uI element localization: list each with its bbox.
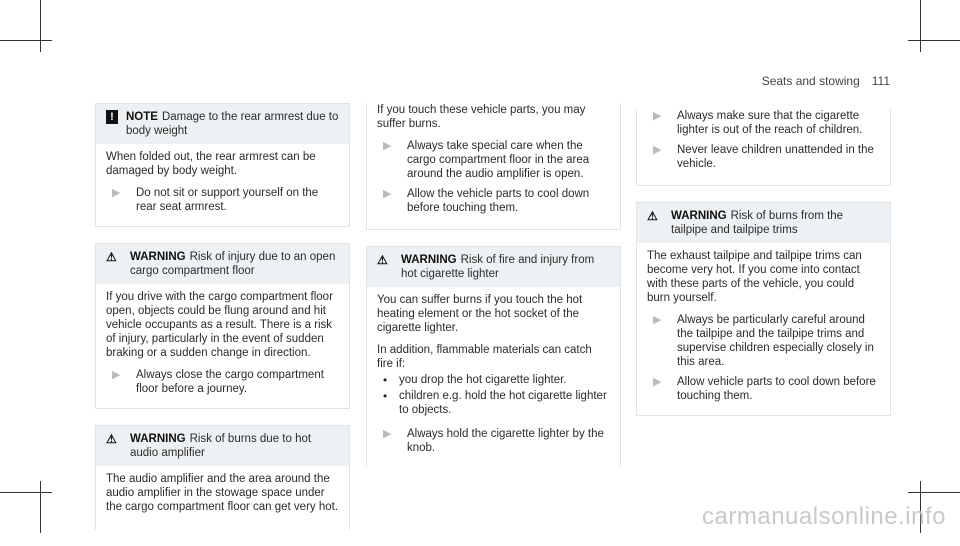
arrow-icon: ▶ [383,140,392,152]
arrow-icon: ▶ [383,188,392,200]
warning-instruction: Always be particularly careful around the tailpipe and the tailpipe trims and supervise children especially closely in this area. [677,314,874,368]
note-instruction: Do not sit or support yourself on the rear seat armrest. [136,187,319,213]
warning-box [95,243,350,409]
arrow-icon: ▶ [653,110,662,122]
warning-box [95,425,350,530]
crop-mark [908,492,960,493]
list-item: you drop the hot cigarette lighter. [399,374,567,386]
arrow-icon: ▶ [112,187,121,199]
warning-title: Risk of burns due to hot audio amplifier [130,433,312,459]
warning-instruction: Always hold the cigarette lighter by the knob. [407,428,604,454]
section-title: Seats and stowing [761,74,860,88]
crop-mark [40,0,41,52]
column-1 [95,103,350,546]
warning-text: The exhaust tailpipe and tailpipe trims can become very hot. If you come into contact with these parts of the vehicle, you could burn yourself. [647,250,862,304]
warning-title: Risk of burns from the tailpipe and tailpipe trims [671,210,844,236]
warning-title: Risk of injury due to an open cargo compartment floor [130,251,336,277]
warning-label: WARNING [401,254,457,266]
warning-instruction: Allow vehicle parts to cool down before touching them. [677,376,876,402]
crop-mark [908,40,960,41]
arrow-icon: ▶ [653,314,662,326]
page-number: 111 [871,74,890,88]
note-title: Damage to the rear armrest due to body weight [126,111,339,137]
arrow-icon: ▶ [653,144,662,156]
note-text: When folded out, the rear armrest can be damaged by body weight. [106,151,316,177]
warning-icon: ⚠ [106,432,117,446]
warning-box [366,246,621,467]
watermark: carmanualsonline.info [702,503,946,530]
column-2 [366,103,621,483]
warning-text: In addition, flammable materials can catch fire if: [377,344,592,370]
arrow-icon: ▶ [653,376,662,388]
arrow-icon: ▶ [112,369,121,381]
warning-title: Risk of fire and injury from hot cigarette lighter [401,254,595,280]
warning-text: You can suffer burns if you touch the hot heating element or the hot socket of the cigarette lighter. [377,294,583,334]
arrow-icon: ▶ [383,428,392,440]
warning-instruction: Always close the cargo compartment floor before a journey. [136,369,324,395]
warning-label: WARNING [130,433,186,445]
note-label: NOTE [126,111,158,123]
warning-label: WARNING [671,210,727,222]
instruction-text: Always make sure that the cigarette lighter is out of the reach of children. [677,110,863,136]
warning-icon: ⚠ [647,209,658,223]
crop-mark [40,481,41,533]
warning-text: If you drive with the cargo compartment floor open, objects could be flung around and hit vehicle occupants as a result. There is a risk of injury, particularly in the event of sudden braking or a sudden change in direction. [106,291,333,359]
warning-label: WARNING [130,251,186,263]
crop-mark [920,0,921,52]
note-box [95,103,350,227]
warning-text: The audio amplifier and the area around the audio amplifier in the stowage space under the cargo compartment floor can get very hot. [106,473,339,513]
column-3 [636,103,891,432]
bullet-icon: • [383,389,388,403]
warning-icon: ⚠ [377,253,388,267]
page-header [762,74,890,88]
instruction-text: Never leave children unattended in the vehicle. [677,144,874,170]
list-item: children e.g. hold the hot cigarette lighter to objects. [399,390,607,416]
bullet-icon: • [383,373,388,387]
crop-mark [0,492,52,493]
instruction-text: Allow the vehicle parts to cool down before touching them. [407,188,590,214]
warning-icon: ⚠ [106,250,117,264]
instruction-text: Always take special care when the cargo compartment floor in the area around the audio amplifier is open. [407,140,590,180]
crop-mark [0,40,52,41]
note-icon: ! [106,110,118,124]
continued-text: If you touch these vehicle parts, you may suffer burns. [377,104,586,130]
warning-box [636,202,891,416]
